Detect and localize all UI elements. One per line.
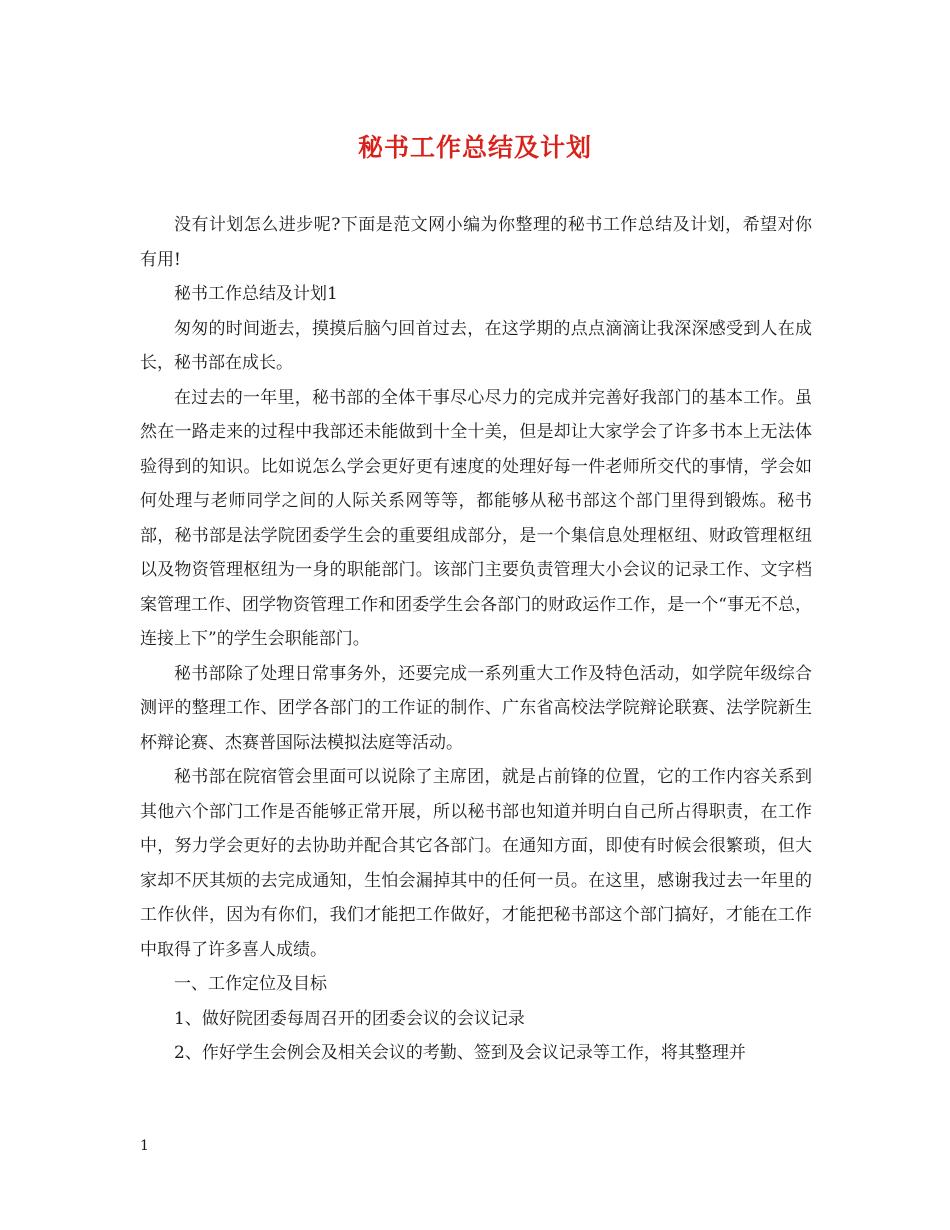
paragraph-department-overview: 在过去的一年里，秘书部的全体干事尽心尽力的完成并完善好我部门的基本工作。虽然在一路走来的过程中我部还未能做到十全十美，但是却让大家学会了许多书本上无法体验得到的知识。比如说怎么学会更好更有速度的处理好每一件老师所交代的事情，学会如何处理与老师同学之间的人际关系网等等，都能够从秘书部这个部门里得到锻炼。秘书部，秘书部是法学院团委学生会的重要组成部分，是一个集信息处理枢纽、财政管理枢纽以及物资管理枢纽为一身的职能部门。该部门主要负责管理大小会议的记录工作、文字档案管理工作、团学物资管理工作和团委学生会各部门的财政运作工作，是一个“事无不总，连接上下”的学生会职能部门。 bbox=[140, 387, 812, 649]
document-body bbox=[140, 208, 812, 1071]
paragraph-role-thanks: 秘书部在院宿管会里面可以说除了主席团，就是占前锋的位置，它的工作内容关系到其他六个部门工作是否能够正常开展，所以秘书部也知道并明白自己所占得职责，在工作中，努力学会更好的去协助并配合其它各部门。在通知方面，即使有时候会很繁琐，但大家却不厌其烦的去完成通知，生怕会漏掉其中的任何一员。在这里，感谢我过去一年里的工作伙伴，因为有你们，我们才能把工作做好，才能把秘书部这个部门搞好，才能在工作中取得了许多喜人成绩。 bbox=[140, 767, 812, 960]
paragraph-goals-heading: 一、工作定位及目标 bbox=[174, 974, 327, 994]
page-number: 1 bbox=[140, 1138, 149, 1154]
paragraph-intro: 没有计划怎么进步呢?下面是范文网小编为你整理的秘书工作总结及计划，希望对你有用! bbox=[140, 215, 812, 270]
paragraph-goal-1: 1、做好院团委每周召开的团委会议的会议记录 bbox=[174, 1008, 525, 1029]
paragraph-opening: 匆匆的时间逝去，摸摸后脑勺回首过去，在这学期的点点滴滴让我深深感受到人在成长，秘书部在成长。 bbox=[140, 318, 812, 373]
paragraph-section-heading: 秘书工作总结及计划1 bbox=[174, 284, 338, 304]
document-title: 秘书工作总结及计划 bbox=[357, 133, 592, 162]
paragraph-goal-2: 2、作好学生会例会及相关会议的考勤、签到及会议记录等工作，将其整理并 bbox=[174, 1043, 746, 1063]
paragraph-major-activities: 秘书部除了处理日常事务外，还要完成一系列重大工作及特色活动，如学院年级综合测评的整理工作、团学各部门的工作证的制作、广东省高校法学院辩论联赛、法学院新生杯辩论赛、杰赛普国际法模拟法庭等活动。 bbox=[140, 663, 812, 753]
